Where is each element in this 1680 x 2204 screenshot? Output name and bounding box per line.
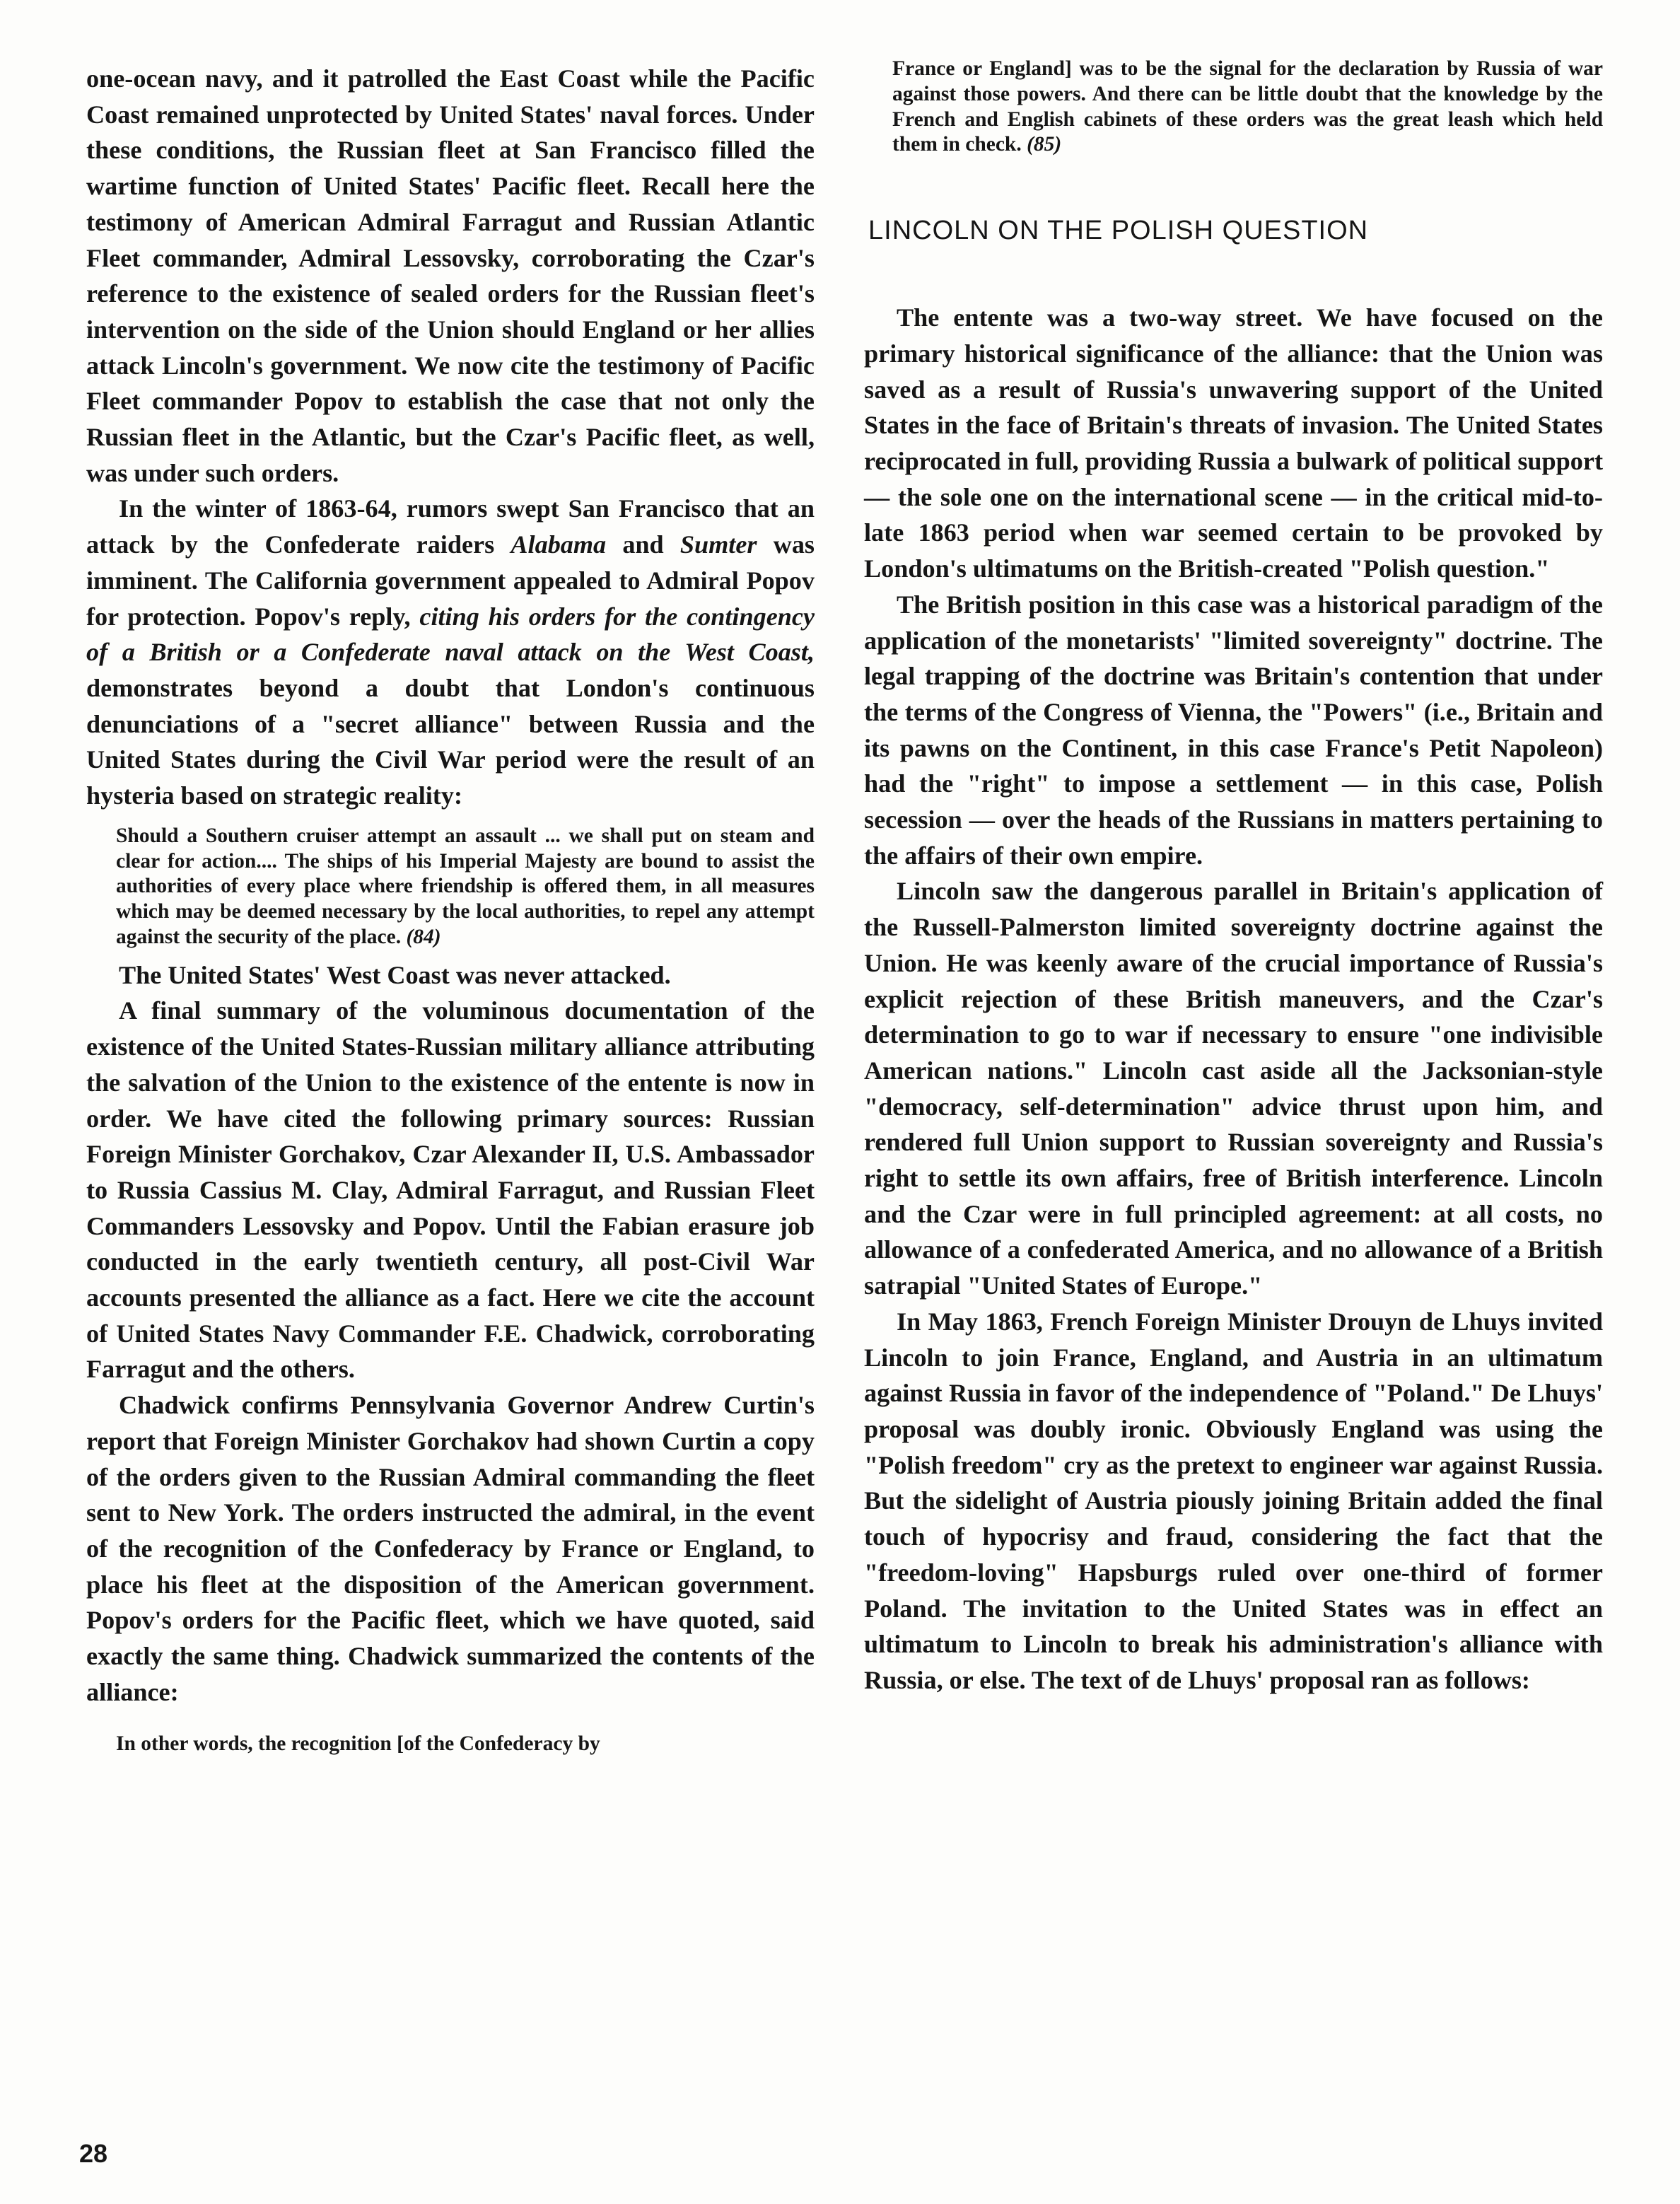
- left-paragraph-1: one-ocean navy, and it patrolled the East Coast while the Pacific Coast remained unprotected by United States' naval forces. Under these conditions, the Russian fleet at San Francisco filled the wartime function of United States' Pacific fleet. Recall here the testimony of American Admiral Farragut and Russian Atlantic Fleet commander, Admiral Lessovsky, corroborating the Czar's reference to the existence of sealed orders for the Russian fleet's intervention on the side of the Union should England or her allies attack Lincoln's government. We now cite the testimony of Pacific Fleet commander Popov to establish the case that not only the Russian fleet in the Atlantic, but the Czar's Pacific fleet, as well, was under such orders.: [86, 64, 815, 487]
- right-column: [864, 57, 1603, 1698]
- quote-text: France or England] was to be the signal for the declaration by Russia of war against those powers. And there can be little doubt that the knowledge by the French and English cabinets of these orders was the great leash which held them in check.: [892, 57, 1603, 156]
- page-number: 28: [79, 2139, 108, 2168]
- left-paragraph-3: The United States' West Coast was never attacked.: [119, 960, 671, 989]
- emphasis-span: citing his orders for the contingency of a British or a Confederate naval attack on the West Coast,: [86, 602, 815, 667]
- left-paragraph-5: Chadwick confirms Pennsylvania Governor Andrew Curtin's report that Foreign Minister Gorchakov had shown Curtin a copy of the orders given to the Russian Admiral commanding the fleet sent to New York. The orders instructed the admiral, in the event of the recognition of the Confederacy by France or England, to place his fleet at the disposition of the American government. Popov's orders for the Pacific fleet, which we have quoted, said exactly the same thing. Chadwick summarized the contents of the alliance:: [86, 1391, 815, 1706]
- ship-name-alabama: Alabama: [511, 530, 607, 559]
- ship-name-sumter: Sumter: [679, 530, 757, 559]
- text-span: was imminent. The California government appealed to Admiral Popov for protection. Popov's reply,: [86, 530, 815, 631]
- text-span: demonstrates beyond a doubt that London's continuous denunciations of a "secret alliance" between Russia and the United States during the Civil War period were the result of an hysteria based on strategic reality:: [86, 673, 815, 810]
- text-span: In the winter of 1863-64, rumors swept San Francisco that an attack by the Confederate raiders: [86, 494, 815, 559]
- left-column: [86, 61, 815, 1756]
- block-quote-chadwick-continued: [892, 57, 1603, 158]
- quote-text: Should a Southern cruiser attempt an assault ... we shall put on steam and clear for action.... The ships of his Imperial Majesty are bound to assist the authorities of every place where friendship is offered them, in all measures which may be deemed necessary by the local authorities, to repel any attempt against the security of the place.: [116, 824, 815, 948]
- right-paragraph-1: The entente was a two-way street. We have focused on the primary historical significance of the alliance: that the Union was saved as a result of Russia's unwavering support of the United States in the face of Britain's threats of invasion. The United States reciprocated in full, providing Russia a bulwark of political support — the sole one on the international scene — in the critical mid-to-late 1863 period when war seemed certain to be provoked by London's ultimatums on the British-created "Polish question.": [864, 303, 1603, 583]
- right-paragraph-3: Lincoln saw the dangerous parallel in Britain's application of the Russell-Palmerston limited sovereignty doctrine against the Union. He was keenly aware of the crucial importance of Russia's explicit rejection of these British maneuvers, and the Czar's determination to go to war if necessary to ensure "one indivisible American nations." Lincoln cast aside all the Jacksonian-style "democracy, self-determination" advice thrust upon him, and rendered full Union support to Russian sovereignty and Russia's right to settle its own affairs, free of British interference. Lincoln and the Czar were in full principled agreement: at all costs, no allowance of a confederated America, and no allowance of a British satrapial "United States of Europe.": [864, 877, 1603, 1300]
- reference-number: (85): [1027, 133, 1062, 156]
- section-heading: LINCOLN ON THE POLISH QUESTION: [868, 216, 1369, 246]
- block-quote-popov: [116, 824, 815, 950]
- left-paragraph-2: [86, 491, 815, 813]
- reference-number: (84): [406, 925, 441, 948]
- block-quote-chadwick-start: In other words, the recognition [of the Confederacy by: [116, 1732, 600, 1755]
- left-paragraph-4: A final summary of the voluminous documentation of the existence of the United States-Russian military alliance attributing the salvation of the Union to the existence of the entente is now in order. We have cited the following primary sources: Russian Foreign Minister Gorchakov, Czar Alexander II, U.S. Ambassador to Russia Cassius M. Clay, Admiral Farragut, and Russian Fleet Commanders Lessovsky and Popov. Until the Fabian erasure job conducted in the early twentieth century, all post-Civil War accounts presented the alliance as a fact. Here we cite the account of United States Navy Commander F.E. Chadwick, corroborating Farragut and the others.: [86, 996, 815, 1384]
- right-paragraph-4: In May 1863, French Foreign Minister Drouyn de Lhuys invited Lincoln to join France, England, and Austria in an ultimatum against Russia in favor of the independence of "Poland." De Lhuys' proposal was doubly ironic. Obviously England was using the "Polish freedom" cry as the pretext to engineer war against Russia. But the sidelight of Austria piously joining Britain added the final touch of hypocrisy and fraud, considering the fact that the "freedom-loving" Hapsburgs ruled over one-third of former Poland. The invitation to the United States was in effect an ultimatum to Lincoln to break his administration's alliance with Russia, or else. The text of de Lhuys' proposal ran as follows:: [864, 1307, 1603, 1694]
- text-span: and: [606, 530, 680, 559]
- right-paragraph-2: The British position in this case was a historical paradigm of the application of the monetarists' "limited sovereignty" doctrine. The legal trapping of the doctrine was Britain's contention that under the terms of the Congress of Vienna, the "Powers" (i.e., Britain and its pawns on the Continent, in this case France's Petit Napoleon) had the "right" to impose a settlement — in this case, Polish secession — over the heads of the Russians in matters pertaining to the affairs of their own empire.: [864, 590, 1603, 870]
